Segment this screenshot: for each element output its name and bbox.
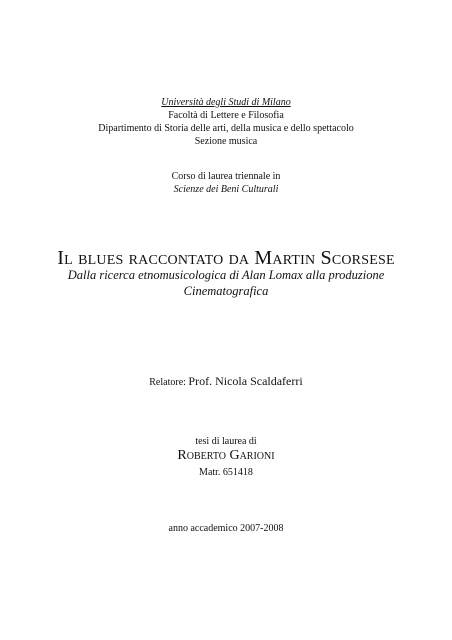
academic-year: anno accademico 2007-2008	[168, 523, 284, 534]
course-intro: Corso di laurea triennale in	[171, 171, 281, 182]
supervisor-line	[0, 375, 452, 389]
university-name: Università degli Studi di Milano	[161, 97, 291, 108]
supervisor-label: Relatore:	[149, 377, 186, 388]
faculty-name: Facoltà di Lettere e Filosofia	[168, 110, 284, 121]
matriculation-number: Matr. 651418	[199, 467, 253, 478]
section-name: Sezione musica	[194, 136, 258, 147]
department-name: Dipartimento di Storia delle arti, della musica e dello spettacolo	[98, 123, 354, 134]
thesis-subtitle-line-1: Dalla ricerca etnomusicologica di Alan Lomax alla produzione	[67, 268, 385, 282]
course-name: Scienze dei Beni Culturali	[173, 184, 279, 195]
thesis-title: Il blues raccontato da Martin Scorsese	[57, 247, 395, 269]
author-name: Roberto Garioni	[177, 448, 275, 463]
supervisor-name: Prof. Nicola Scaldaferri	[188, 374, 303, 388]
thesis-label: tesi di laurea di	[195, 436, 257, 447]
thesis-subtitle-line-2: Cinematografica	[183, 284, 269, 298]
